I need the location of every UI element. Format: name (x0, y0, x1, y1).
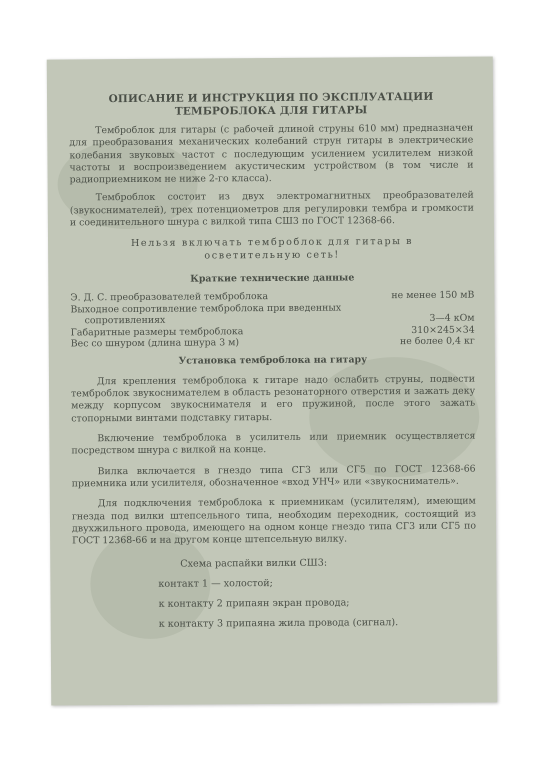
install-paragraph-2: Включение темброблока в усилитель или приемник осуществляется посредством шнура с вилкой на конце. (71, 430, 476, 457)
contact-item: к контакту 2 припаян экран провода; (158, 597, 350, 611)
install-paragraph-1: Для крепления темброблока к гитаре надо ослабить струны, подвести темброблок звукоснимателем в область резонаторного отверстия и зажать деку между корпусом звукоснимателя и его пружиной, после этого зажать стопорными винтами подставку гитары. (71, 373, 476, 425)
document-body (69, 91, 477, 632)
document-title (69, 91, 473, 120)
spec-row (70, 301, 474, 327)
spec-label: Вес со шнуром (длина шнура 3 м) (70, 337, 240, 350)
document-sheet (47, 56, 497, 705)
title-line-2: ТЕМБРОБЛОКА ДЛЯ ГИТАРЫ (174, 104, 368, 118)
spec-value: 310×245×34 (411, 324, 475, 336)
install-heading: Установка темброблока на гитару (178, 354, 368, 367)
specs-list (70, 290, 474, 350)
spec-value: не менее 150 мВ (391, 289, 475, 302)
title-line-1: ОПИСАНИЕ И ИНСТРУКЦИЯ ПО ЭКСПЛУАТАЦИИ (108, 90, 434, 106)
warning-line-2: осветительную сеть! (204, 249, 340, 262)
intro-paragraph-1: Темброблок для гитары (с рабочей длиной струны 610 мм) предназначен для преобразования механических колебаний струн гитары в электрические колебания звуковых частот с последующим усилением усилителем низкой частоты и воспроизведением акустическим устройством (в том числе и радиоприемником не ниже 2-го класса). (69, 122, 474, 186)
spec-label-continued: сопротивлениях (84, 315, 166, 327)
scheme-title: Схема распайки вилки СШ3: (180, 558, 328, 571)
spec-label: Выходное сопротивление темброблока при введенных (70, 302, 342, 316)
specs-heading: Краткие технические данные (190, 272, 355, 285)
spec-value: 3—4 кОм (429, 312, 475, 325)
spec-value: не более 0,4 кг (399, 335, 475, 348)
contacts-list (72, 577, 476, 632)
warning-text (70, 235, 474, 264)
contact-item: контакт 1 — холостой; (158, 578, 273, 591)
spec-row (71, 336, 475, 350)
install-paragraph-3: Вилка включается в гнездо типа СГ3 или СГ5 по ГОСТ 12368-66 приемника или усилителя, обозначенное «вход УНЧ» или «звукосниматель». (71, 463, 476, 490)
install-paragraph-4: Для подключения темброблока к приемникам (усилителям), имеющим гнезда под вилки штепсельного типа, необходим переходник, состоящий из двухжильного провода, имеющего на одном конце гнездо типа СГ3 или СГ5 по ГОСТ 12368-66 и на другом конце штепсельную вилку. (71, 495, 477, 547)
intro-paragraph-2: Темброблок состоит из двух электромагнитных преобразователей (звукоснимателей), трех потенциометров для регулировки тембра и громкости и соединительного шнура с вилкой типа СШ3 по ГОСТ 12368-66. (69, 190, 474, 229)
spec-label: Габаритные размеры темброблока (70, 326, 244, 339)
contact-item: к контакту 3 припаяна жила провода (сигнал). (158, 617, 399, 631)
spec-label: Э. Д. С. преобразователей темброблока (70, 291, 269, 304)
warning-line-1: Нельзя включать темброблок для гитары в (130, 236, 414, 250)
